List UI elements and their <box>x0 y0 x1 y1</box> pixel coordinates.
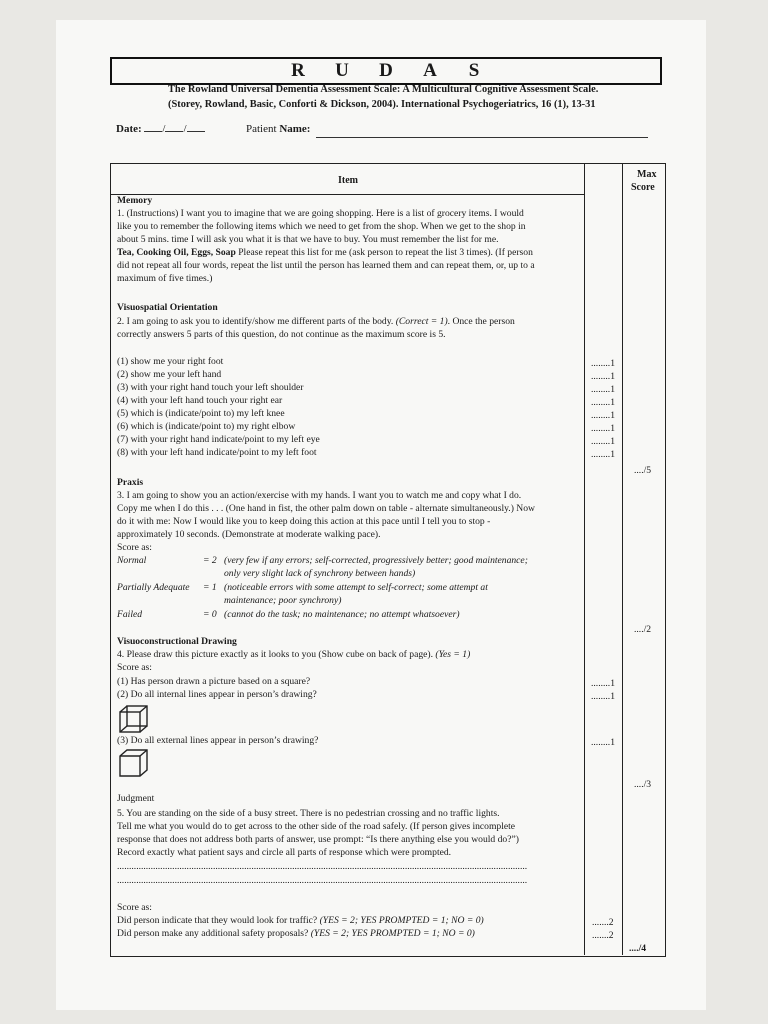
praxis-failed-desc: (cannot do the task; no maintenance; no attempt whatsoever) <box>224 609 460 620</box>
visuospatial-intro-a: 2. I am going to ask you to identify/show me different parts of the body. <box>117 316 396 327</box>
drawing-title: Visuoconstructional Drawing <box>117 636 237 647</box>
memory-title: Memory <box>117 195 153 206</box>
subtitle-2: (Storey, Rowland, Basic, Conforti & Dickson, 2004). International Psychogeriatrics, 16 (1), 13-31 <box>168 99 596 110</box>
judgment-response-line[interactable]: ........................................................................................................................................................................... <box>117 875 528 886</box>
title-letter: A <box>423 60 437 81</box>
drawing-q1-score[interactable]: ........1 <box>591 678 615 689</box>
judgment-text-2: Tell me what you would do to get across to the other side of the road safely. (If person gives incomplete <box>117 821 516 832</box>
visuospatial-score-field[interactable]: ........1 <box>591 423 615 434</box>
score-column-header: Score <box>631 182 655 193</box>
subtitle-1: The Rowland Universal Dementia Assessment Scale: A Multicultural Cognitive Assessment Scale. <box>168 84 599 95</box>
judgment-q1-text: Did person indicate that they would look for traffic? <box>117 915 320 926</box>
praxis-normal-desc: (very few if any errors; self-corrected, progressively better; good maintenance; <box>224 555 528 566</box>
rudas-title <box>110 57 662 85</box>
date-day-blank[interactable] <box>144 122 162 132</box>
memory-text-3: about 5 mins. time I will ask you what it is that we have to buy. You must remember the list for me. <box>117 234 499 245</box>
praxis-normal-eq: = 2 <box>203 555 217 566</box>
memory-items-line <box>117 247 533 259</box>
title-letter: S <box>468 60 480 81</box>
title-letter: U <box>335 60 349 81</box>
date-field[interactable]: Date: / / <box>116 122 205 135</box>
visuospatial-correct-note: (Correct = 1) <box>395 316 448 327</box>
drawing-intro-a: 4. Please draw this picture exactly as it looks to you (Show cube on back of page). <box>117 649 436 660</box>
memory-text-1: 1. (Instructions) I want you to imagine that we are going shopping. Here is a list of grocery items. I would <box>117 208 524 219</box>
visuospatial-score-field[interactable]: ........1 <box>591 371 615 382</box>
praxis-normal-desc-2: only very slight lack of synchrony between hands) <box>224 568 416 579</box>
praxis-failed-eq: = 0 <box>203 609 217 620</box>
patient-name-field[interactable] <box>316 137 648 138</box>
judgment-q2-text: Did person make any additional safety proposals? <box>117 928 311 939</box>
memory-text-2: like you to remember the following items which we need to get from the shop. When we get to the shop in <box>117 221 526 232</box>
drawing-q1: (1) Has person drawn a picture based on a square? <box>117 676 311 687</box>
visuospatial-item: (7) with your right hand indicate/point to my left eye <box>117 434 320 445</box>
visuospatial-title: Visuospatial Orientation <box>117 302 218 313</box>
item-column-header: Item <box>338 175 358 186</box>
praxis-failed-label: Failed <box>117 609 143 620</box>
judgment-q1-score[interactable]: .......2 <box>592 917 614 928</box>
drawing-max-score[interactable]: ..../3 <box>634 779 652 790</box>
cube-with-internal-lines-icon <box>118 704 150 734</box>
judgment-text-1: 5. You are standing on the side of a busy street. There is no pedestrian crossing and no traffic lights. <box>117 808 500 819</box>
visuospatial-intro-2: correctly answers 5 parts of this question, do not continue as the maximum score is 5. <box>117 329 446 340</box>
visuospatial-item: (1) show me your right foot <box>117 356 224 367</box>
praxis-partial-desc-2: maintenance; poor synchrony) <box>224 595 342 606</box>
visuospatial-item: (4) with your left hand touch your right ear <box>117 395 283 406</box>
drawing-yes-note: (Yes = 1) <box>435 649 471 660</box>
visuospatial-max-score[interactable]: ..../5 <box>634 465 652 476</box>
name-word: Name: <box>279 123 311 135</box>
visuospatial-intro-1 <box>117 316 515 328</box>
visuospatial-score-field[interactable]: ........1 <box>591 397 615 408</box>
judgment-q2-scoring: (YES = 2; YES PROMPTED = 1; NO = 0) <box>310 928 475 939</box>
drawing-q3: (3) Do all external lines appear in person’s drawing? <box>117 735 319 746</box>
visuospatial-item: (2) show me your left hand <box>117 369 222 380</box>
praxis-max-score[interactable]: ..../2 <box>634 624 652 635</box>
judgment-max-score[interactable]: ..../4 <box>629 943 647 954</box>
praxis-normal-label: Normal <box>117 555 147 566</box>
date-month-blank[interactable] <box>165 122 183 132</box>
visuospatial-item: (5) which is (indicate/point to) my left knee <box>117 408 285 419</box>
praxis-score-as: Score as: <box>117 542 152 553</box>
drawing-q2: (2) Do all internal lines appear in person’s drawing? <box>117 689 317 700</box>
judgment-text-4: Record exactly what patient says and circle all parts of response which were prompted. <box>117 847 452 858</box>
praxis-partial-label: Partially Adequate <box>117 582 190 593</box>
praxis-partial-eq: = 1 <box>203 582 217 593</box>
visuospatial-item: (6) which is (indicate/point to) my right elbow <box>117 421 296 432</box>
memory-items: Tea, Cooking Oil, Eggs, Soap <box>117 247 236 258</box>
judgment-title: Judgment <box>117 793 155 804</box>
praxis-text-2: Copy me when I do this . . . (One hand in fist, the other palm down on table - alternate simultaneously.) Now <box>117 503 535 514</box>
title-letter: R <box>291 60 305 81</box>
date-year-blank[interactable] <box>187 122 205 132</box>
judgment-q2-score[interactable]: .......2 <box>592 930 614 941</box>
visuospatial-score-field[interactable]: ........1 <box>591 410 615 421</box>
drawing-q2-score[interactable]: ........1 <box>591 691 615 702</box>
drawing-intro <box>117 649 470 661</box>
memory-text-4: did not repeat all four words, repeat the list until the person has learned them and can repeat them, or, up to a <box>117 260 535 271</box>
cube-outline-icon <box>118 748 150 778</box>
judgment-q1-scoring: (YES = 2; YES PROMPTED = 1; NO = 0) <box>319 915 484 926</box>
visuospatial-score-field[interactable]: ........1 <box>591 384 615 395</box>
drawing-q3-score[interactable]: ........1 <box>591 737 615 748</box>
table-divider-item <box>584 163 585 955</box>
table-header-rule <box>110 194 584 195</box>
praxis-title: Praxis <box>117 477 144 488</box>
judgment-response-line[interactable]: ........................................................................................................................................................................... <box>117 861 528 872</box>
drawing-score-as: Score as: <box>117 662 152 673</box>
max-column-header: Max <box>637 169 657 180</box>
date-label: Date: <box>116 123 142 135</box>
title-letter: D <box>379 60 393 81</box>
visuospatial-intro-c: . Once the person <box>447 316 515 327</box>
praxis-text-3: do it with me: Now I would like you to keep doing this action at this pace until I tell you to stop - <box>117 516 491 527</box>
visuospatial-item: (8) with your left hand indicate/point to my left foot <box>117 447 317 458</box>
visuospatial-item: (3) with your right hand touch your left shoulder <box>117 382 304 393</box>
memory-text-5: maximum of five times.) <box>117 273 213 284</box>
praxis-text-1: 3. I am going to show you an action/exercise with my hands. I want you to watch me and copy what I do. <box>117 490 522 501</box>
patient-word: Patient <box>246 123 277 135</box>
praxis-text-4: approximately 10 seconds. (Demonstrate at moderate walking pace). <box>117 529 381 540</box>
judgment-q2 <box>117 928 475 940</box>
judgment-q1 <box>117 915 484 927</box>
patient-name-label <box>246 123 310 135</box>
table-divider-score <box>622 163 623 955</box>
judgment-score-as: Score as: <box>117 902 152 913</box>
visuospatial-score-field[interactable]: ........1 <box>591 358 615 369</box>
praxis-partial-desc: (noticeable errors with some attempt to self-correct; some attempt at <box>224 582 488 593</box>
visuospatial-score-field[interactable]: ........1 <box>591 436 615 447</box>
memory-items-rest: Please repeat this list for me (ask person to repeat the list 3 times). (If person <box>235 247 533 258</box>
visuospatial-score-field[interactable]: ........1 <box>591 449 615 460</box>
judgment-text-3: response that does not address both parts of answer, use prompt: “Is there anything else you would do?”) <box>117 834 519 845</box>
